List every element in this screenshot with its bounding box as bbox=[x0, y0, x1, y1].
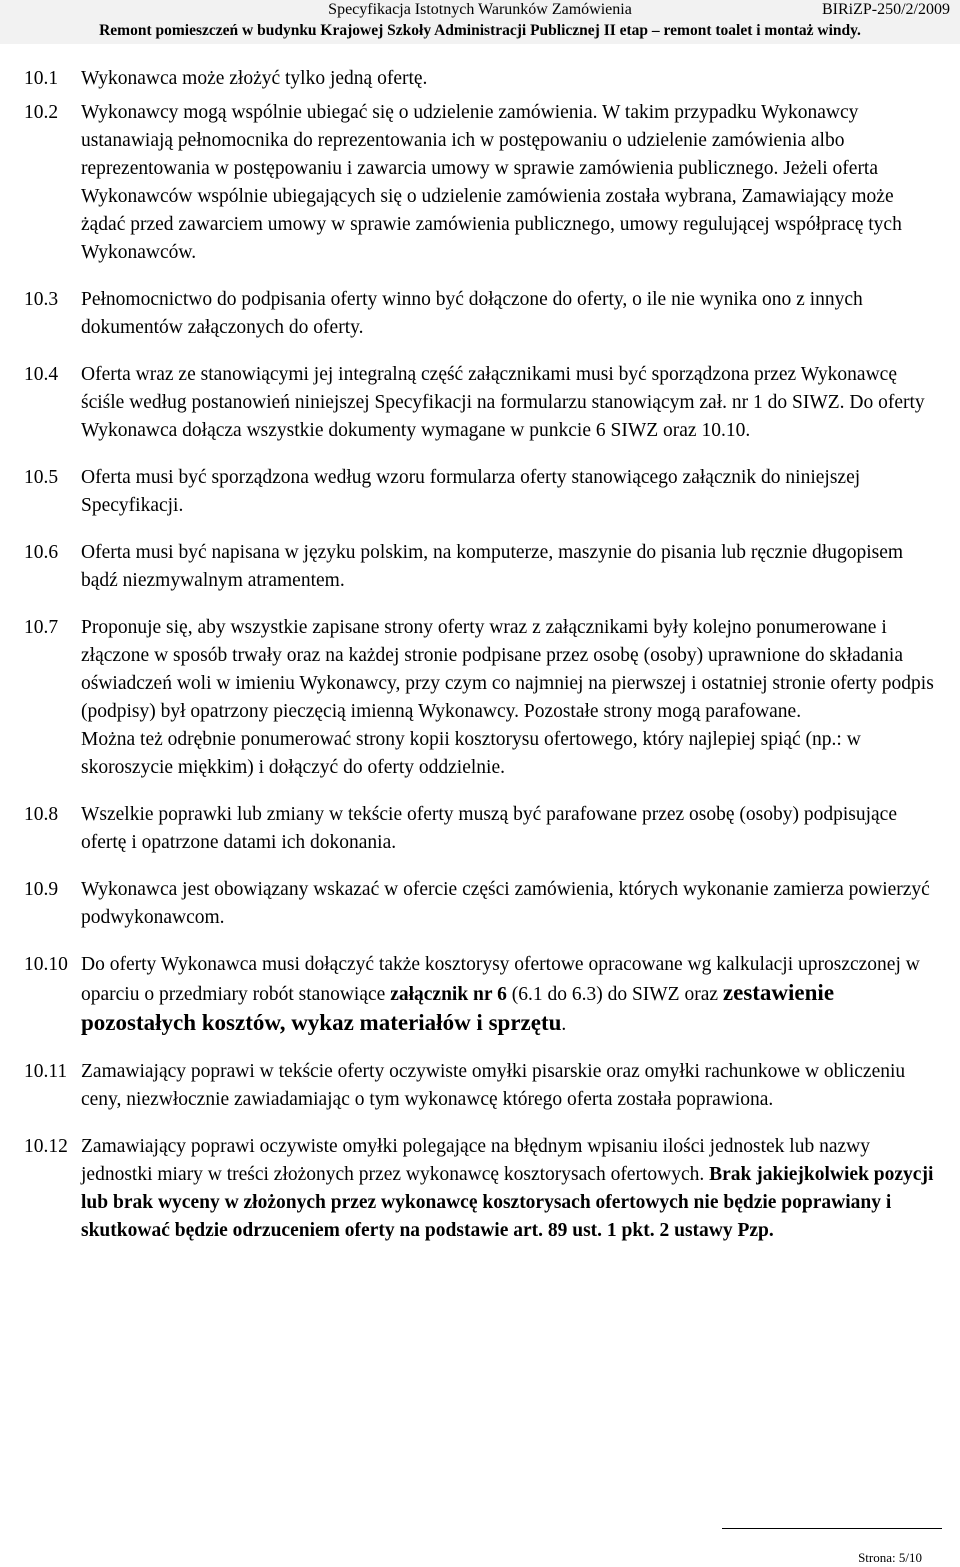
text-segment: Zamawiający poprawi oczywiste omyłki polegające na błędnym wpisaniu ilości jednostek lub nazwy jednostki miary w treści złożonych przez wykonawcę kosztorysach ofertowych. bbox=[81, 1136, 870, 1185]
reference-number: BIRiZP-250/2/2009 bbox=[821, 1, 950, 18]
item-text: Oferta musi być sporządzona według wzoru formularza oferty stanowiącego załącznik do niniejszej Specyfikacji. bbox=[81, 467, 861, 516]
item-number: 10.6 bbox=[24, 542, 59, 563]
section-10-list bbox=[24, 65, 936, 1245]
list-item bbox=[24, 876, 936, 932]
list-item bbox=[24, 951, 936, 1039]
large-bold-segment: zestawienie pozostałych kosztów, wykaz materiałów i sprzętu bbox=[81, 980, 835, 1035]
page-number: Strona: 5/10 bbox=[858, 1550, 922, 1565]
header-top-line bbox=[0, 0, 960, 20]
item-number: 10.9 bbox=[24, 879, 59, 900]
item-number: 10.5 bbox=[24, 467, 59, 488]
bold-segment: Brak jakiejkolwiek pozycji lub brak wyceny w złożonych przez wykonawcę kosztorysach ofertowych nie będzie poprawiany i skutkować będzie odrzuceniem oferty na podstawie art. 89 ust. 1 pkt. 2 ustawy Pzp. bbox=[81, 1164, 934, 1241]
item-text: Wszelkie poprawki lub zmiany w tekście oferty muszą być parafowane przez osobę (osoby) podpisujące ofertę i opatrzone datami ich dokonania. bbox=[81, 804, 897, 853]
item-number: 10.7 bbox=[24, 617, 59, 638]
text-segment: Do oferty Wykonawca musi dołączyć także kosztorysy ofertowe opracowane wg kalkulacji uproszczonej w oparciu o przedmiary robót stanowiące bbox=[81, 954, 920, 1005]
item-text bbox=[81, 951, 936, 1039]
item-number: 10.11 bbox=[24, 1061, 68, 1082]
text-segment: (6.1 do 6.3) do SIWZ oraz bbox=[506, 984, 723, 1005]
text-segment: . bbox=[561, 1014, 567, 1035]
list-item bbox=[24, 464, 936, 520]
list-item bbox=[24, 286, 936, 342]
item-text: Oferta wraz ze stanowiącymi jej integralną część załącznikami musi być sporządzona przez Wykonawcę ściśle według postanowień niniejszej Specyfikacji na formularzu stanowiącym zał. nr 1 do SIWZ. Do oferty Wykonawca dołącza wszystkie dokumenty wymagane w punkcie 6 SIWZ oraz 10.10. bbox=[81, 364, 925, 441]
item-text: Zamawiający poprawi w tekście oferty oczywiste omyłki pisarskie oraz omyłki rachunkowe w obliczeniu ceny, niezwłocznie zawiadamiając o tym wykonawcę którego oferta została poprawiona. bbox=[81, 1061, 906, 1110]
list-item bbox=[24, 539, 936, 595]
item-text: Wykonawcy mogą wspólnie ubiegać się o udzielenie zamówienia. W takim przypadku Wykonawcy ustanawiają pełnomocnika do reprezentowania ich w postępowaniu o udzielenie zamówienia albo reprezentowania w postępowaniu i zawarcia umowy w sprawie zamówienia publicznego. Jeżeli oferta Wykonawców wspólnie ubiegających się o udzielenie zamówienia została wybrana, Zamawiający może żądać przed zawarciem umowy w sprawie zamówienia publicznego, umowy regulującej współpracę tych Wykonawców. bbox=[81, 102, 902, 263]
item-text: Pełnomocnictwo do podpisania oferty winno być dołączone do oferty, o ile nie wynika ono z innych dokumentów załączonych do oferty. bbox=[81, 289, 863, 338]
item-number: 10.4 bbox=[24, 364, 59, 385]
list-item bbox=[24, 614, 936, 782]
item-text: Wykonawca jest obowiązany wskazać w ofercie części zamówienia, których wykonanie zamierza powierzyć podwykonawcom. bbox=[81, 879, 930, 928]
item-number: 10.10 bbox=[24, 954, 68, 975]
item-text: Oferta musi być napisana w języku polskim, na komputerze, maszynie do pisania lub ręcznie długopisem bądź niezmywalnym atramentem. bbox=[81, 542, 904, 591]
list-item bbox=[24, 801, 936, 857]
item-number: 10.12 bbox=[24, 1136, 68, 1157]
list-item bbox=[24, 1133, 936, 1245]
item-number: 10.3 bbox=[24, 289, 59, 310]
footer-divider bbox=[722, 1528, 942, 1529]
item-paragraph-2: Można też odrębnie ponumerować strony kopii kosztorysu ofertowego, który najlepiej spiąć (np.: w skoroszycie miękkim) i dołączyć do oferty oddzielnie. bbox=[81, 729, 861, 778]
list-item bbox=[24, 99, 936, 267]
item-number: 10.1 bbox=[24, 68, 59, 89]
item-text bbox=[81, 614, 936, 782]
item-text bbox=[81, 1133, 936, 1245]
document-title: Specyfikacja Istotnych Warunków Zamówienia bbox=[328, 1, 632, 18]
bold-segment: załącznik nr 6 bbox=[390, 984, 507, 1005]
page-header bbox=[0, 0, 960, 44]
item-text: Wykonawca może złożyć tylko jedną ofertę. bbox=[81, 68, 428, 89]
document-subtitle: Remont pomieszczeń w budynku Krajowej Szkoły Administracji Publicznej II etap – remont toalet i montaż windy. bbox=[99, 22, 861, 39]
list-item bbox=[24, 65, 936, 93]
item-number: 10.2 bbox=[24, 102, 59, 123]
item-paragraph: Proponuje się, aby wszystkie zapisane strony oferty wraz z załącznikami były kolejno ponumerowane i złączone w sposób trwały oraz na każdej stronie podpisane przez osobę (osoby) uprawnione do składania oświadczeń woli w imieniu Wykonawcy, przy czym co najmniej na pierwszej i ostatniej stronie oferty podpis (podpisy) był opatrzony pieczęcią imienną Wykonawcy. Pozostałe strony mogą parafowane. bbox=[81, 617, 934, 722]
item-number: 10.8 bbox=[24, 804, 59, 825]
list-item bbox=[24, 1058, 936, 1114]
list-item bbox=[24, 361, 936, 445]
